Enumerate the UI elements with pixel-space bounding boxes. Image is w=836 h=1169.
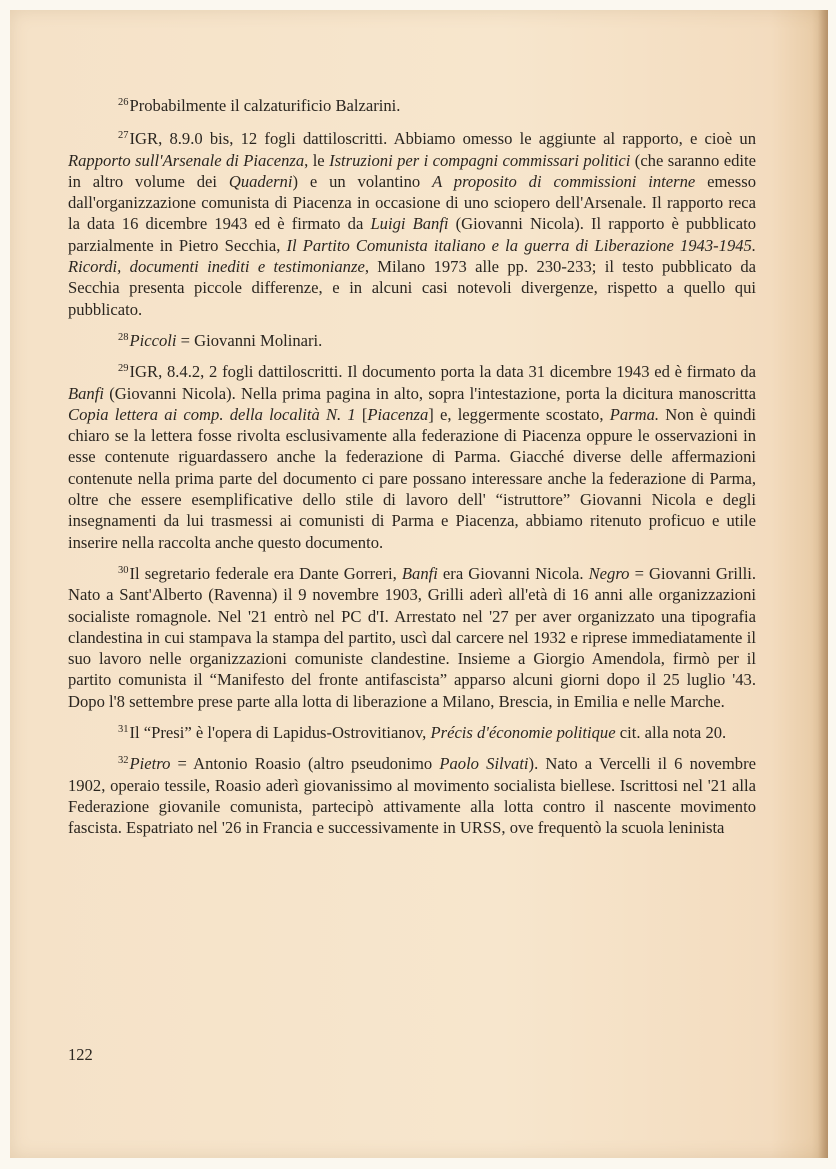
footnote-number: 27 <box>118 130 129 142</box>
footnote-italic-text: Rapporto sull'Arsenale di Piacenza <box>68 150 305 170</box>
footnote-text: emesso dall'organizzazione comunista di Piacenza in occasione di uno sciopero dell'Arsenale. Il rapporto reca la data 16 dicembre 1943 ed è firmato da <box>68 171 756 234</box>
footnote-italic-text: Précis d'économie politique <box>430 723 616 743</box>
footnote-number: 26 <box>118 97 129 108</box>
footnote-27 <box>68 128 756 320</box>
footnote-text: IGR, 8.4.2, 2 fogli dattiloscritti. Il documento porta la data 31 dicembre 1943 ed è firmato da <box>129 362 756 382</box>
footnote-text: (Giovanni Nicola). Nella prima pagina in alto, sopra l'intestazione, porta la dicitura manoscritta <box>103 383 756 403</box>
footnote-number: 28 <box>118 331 129 343</box>
footnote-text: Il segretario federale era Dante Gorreri, <box>129 563 402 583</box>
footnote-text: ) e un volantino <box>292 171 433 191</box>
footnote-italic-text: Il Partito Comunista italiano e la guerra di Liberazione 1943-1945. Ricordi, documenti inediti e testimonianze <box>68 235 756 277</box>
footnote-text: ). Nato a Vercelli il 6 novembre 1902, operaio tessile, Roasio aderì giovanissimo al movimento socialista biellese. Iscrittosi nel '21 alla Federazione giovanile comunista, partecipò attivamente alla lotta contro il nascente movimento fascista. Espatriato nel '26 in Francia e successivamente in URSS, ove frequentò la scuola leninista <box>68 754 756 838</box>
footnote-italic-text: Negro <box>588 563 630 583</box>
page-spine-shadow <box>818 10 828 1158</box>
footnote-text: = Antonio Roasio (altro pseudonimo <box>170 754 440 774</box>
footnote-text: Probabilmente il calzaturificio Balzarini. <box>129 96 401 115</box>
footnote-italic-text: Piccoli <box>129 330 177 350</box>
footnote-italic-text: Banfi <box>68 383 104 403</box>
footnote-italic-text: A proposito di commissioni interne <box>432 171 696 191</box>
footnote-30 <box>68 563 756 712</box>
footnote-italic-text: Piacenza <box>367 404 429 424</box>
footnote-28 <box>68 330 756 351</box>
footnote-italic-text: Copia lettera ai comp. della località N. 1 <box>68 404 356 424</box>
footnote-text: , Milano 1973 alle pp. 230-233; il testo pubblicato da Secchia presenta piccole differenze, e in alcuni casi notevoli divergenze, rispetto a quello qui pubblicato. <box>68 257 757 319</box>
footnote-number: 30 <box>118 564 129 576</box>
footnote-italic-text: Pietro <box>129 754 171 774</box>
footnote-italic-text: Istruzioni per i compagni commissari politici <box>329 150 631 170</box>
footnote-text: IGR, 8.9.0 bis, 12 fogli dattiloscritti. Abbiamo omesso le aggiunte al rapporto, e cioè un <box>129 129 756 149</box>
footnote-31 <box>68 722 756 743</box>
footnote-29 <box>68 361 756 553</box>
footnote-text: , le <box>304 150 330 170</box>
footnote-text: [ <box>355 404 368 424</box>
footnote-text: ] e, leggermente scostato, <box>428 404 610 424</box>
footnote-text: (Giovanni Nicola). Il rapporto è pubblicato parzialmente in Pietro Secchia, <box>68 214 756 255</box>
footnote-italic-text: Banfi <box>401 563 438 583</box>
footnote-italic-text: Parma. <box>609 404 660 424</box>
footnote-26 <box>68 95 756 116</box>
footnote-italic-text: Quaderni <box>228 171 293 191</box>
page-number: 122 <box>68 1045 93 1064</box>
footnote-number: 31 <box>118 724 129 736</box>
footnote-text: (che saranno edite in altro volume dei <box>68 150 756 191</box>
footnote-text: = Giovanni Grilli. Nato a Sant'Alberto (Ravenna) il 9 novembre 1903, Grilli aderì all'età di 16 anni alle organizzazioni socialiste romagnole. Nel '21 entrò nel PC d'I. Arrestato nel '27 per aver organizzato una tipografia clandestina in cui stampava la stampa del partito, uscì dal carcere nel 1932 e riprese immediatamente il suo lavoro nelle organizzazioni comuniste clandestine. Insieme a Giorgio Amendola, firmò per il partito comunista il “Manifesto del fronte antifascista” apparso alcuni giorni dopo il 25 luglio '43. Dopo l'8 settembre prese parte alla lotta di liberazione a Milano, Brescia, in Emilia e nelle Marche. <box>68 563 756 711</box>
footnote-text: Non è quindi chiaro se la lettera fosse rivolta esclusivamente alla federazione di Piacenza oppure le osservazioni in esse contenute riguardassero anche la federazione di Parma. Giacché diverse delle affermazioni contenute nella prima parte del documento ci pare possano interessare anche la federazione di Parma, oltre che essere esemplificative dello stile di lavoro dell' “istruttore” Giovanni Nicola e degli insegnamenti da lui trasmessi ai comunisti di Parma e Piacenza, abbiamo ritenuto proficuo e utile inserire nella raccolta anche questo documento. <box>68 404 757 552</box>
footnote-text: cit. alla nota 20. <box>615 723 727 743</box>
footnote-text: Il “Presi” è l'opera di Lapidus-Ostrovitianov, <box>129 723 431 743</box>
footnote-italic-text: Paolo Silvati <box>439 754 529 774</box>
footnote-number: 29 <box>118 363 129 375</box>
footnote-text: era Giovanni Nicola. <box>437 563 589 583</box>
footnote-number: 32 <box>118 755 129 767</box>
footnote-text: = Giovanni Molinari. <box>176 330 323 350</box>
footnote-italic-text: Luigi Banfi <box>370 214 449 234</box>
footnotes-block <box>68 95 756 849</box>
footnote-32 <box>68 753 756 838</box>
